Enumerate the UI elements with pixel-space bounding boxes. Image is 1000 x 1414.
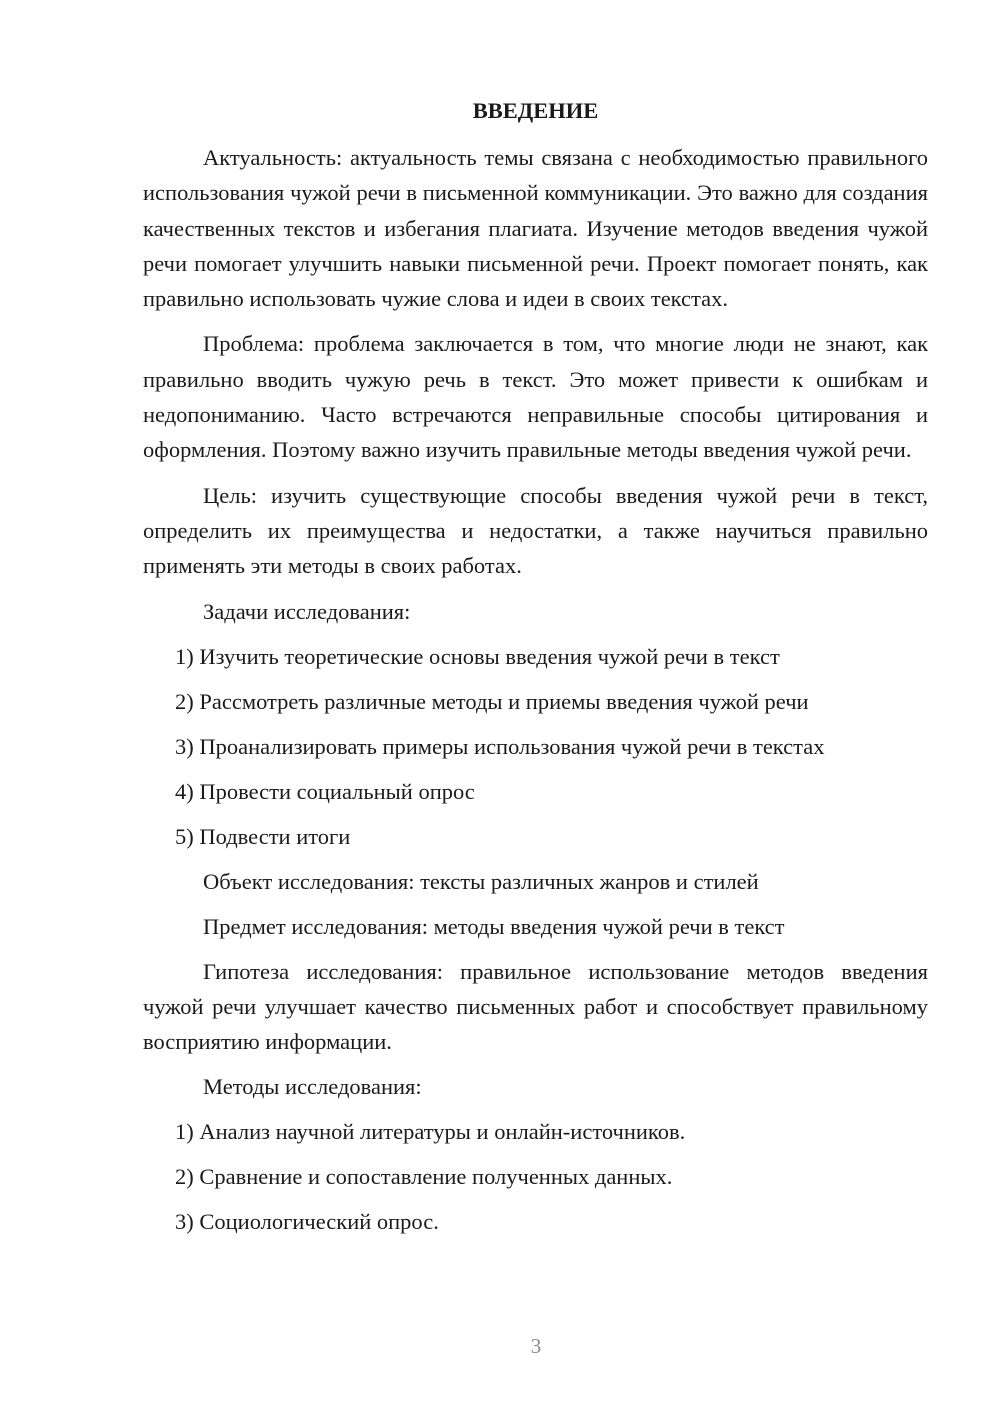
- hypothesis-paragraph: Гипотеза исследования: правильное использование методов введения чужой речи улучшает качество письменных работ и способствует правильному восприятию информации.: [143, 958, 928, 1055]
- tasks-heading: Задачи исследования:: [203, 598, 411, 624]
- section-title: ВВЕДЕНИЕ: [472, 98, 599, 123]
- goal-paragraph: Цель: изучить существующие способы введения чужой речи в текст, определить их преимущества и недостатки, а также научиться правильно применять эти методы в своих работах.: [143, 482, 928, 579]
- task-item-4: 4) Провести социальный опрос: [175, 778, 475, 804]
- research-object: Объект исследования: тексты различных жанров и стилей: [203, 868, 759, 894]
- relevance-paragraph: Актуальность: актуальность темы связана с необходимостью правильного использования чужой речи в письменной коммуникации. Это важно для создания качественных текстов и избегания плагиата. Изучение методов введения чужой речи помогает улучшить навыки письменной речи. Проект помогает понять, как правильно использовать чужие слова и идеи в своих текстах.: [143, 145, 928, 312]
- method-item-1: 1) Анализ научной литературы и онлайн-источников.: [175, 1119, 686, 1145]
- research-subject: Предмет исследования: методы введения чужой речи в текст: [203, 913, 785, 939]
- page-number: 3: [530, 1334, 542, 1358]
- problem-paragraph: Проблема: проблема заключается в том, что многие люди не знают, как правильно вводить чужую речь в текст. Это может привести к ошибкам и недопониманию. Часто встречаются неправильные способы цитирования и оформления. Поэтому важно изучить правильные методы введения чужой речи.: [143, 331, 928, 463]
- method-item-2: 2) Сравнение и сопоставление полученных данных.: [175, 1164, 673, 1190]
- method-item-3: 3) Социологический опрос.: [175, 1209, 439, 1235]
- task-item-1: 1) Изучить теоретические основы введения чужой речи в текст: [175, 643, 780, 669]
- document-body: [143, 96, 928, 1249]
- methods-heading: Методы исследования:: [203, 1074, 422, 1100]
- task-item-3: 3) Проанализировать примеры использования чужой речи в текстах: [175, 733, 825, 759]
- task-item-5: 5) Подвести итоги: [175, 823, 351, 849]
- task-item-2: 2) Рассмотреть различные методы и приемы введения чужой речи: [175, 688, 809, 714]
